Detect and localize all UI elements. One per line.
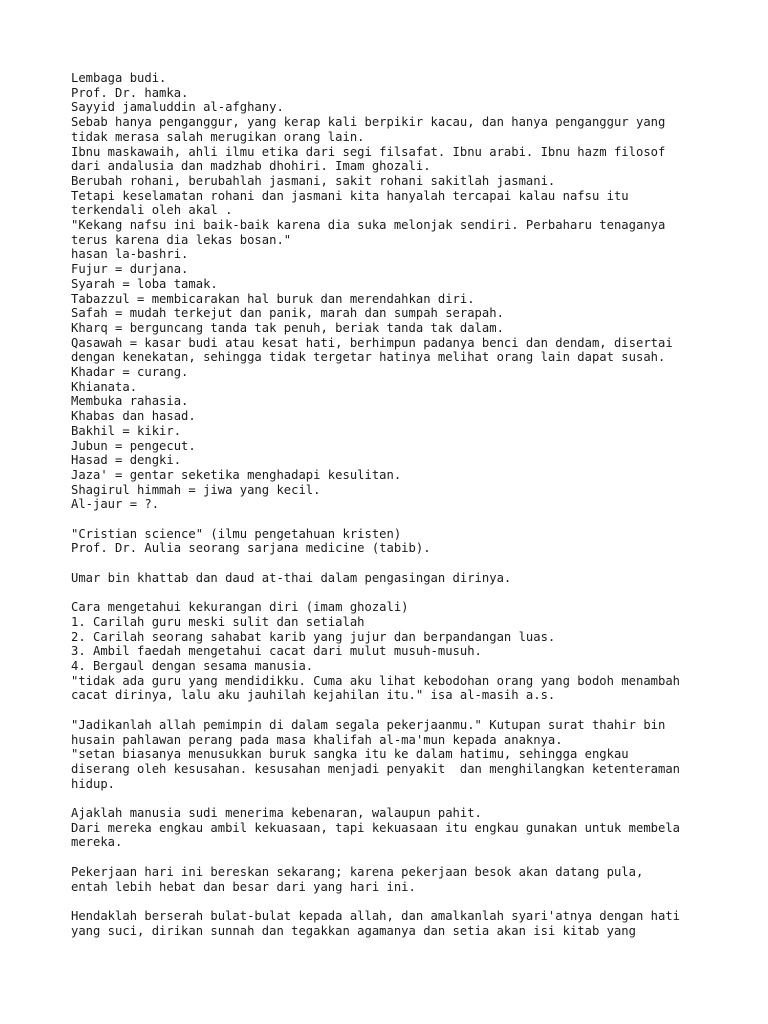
- text-line: Jubun = pengecut.: [71, 438, 196, 453]
- text-line: "tidak ada guru yang mendidikku. Cuma aku lihat kebodohan orang yang bodoh menambah: [71, 673, 681, 688]
- text-line: Jaza' = gentar seketika menghadapi kesulitan.: [71, 467, 402, 482]
- text-line: [71, 703, 751, 718]
- text-line: Kharq = berguncang tanda tak penuh, beriak tanda tak dalam.: [71, 320, 504, 335]
- text-line: Prof. Dr. hamka.: [71, 85, 189, 100]
- text-line: Hendaklah berserah bulat-bulat kepada allah, dan amalkanlah syari'atnya dengan hati: [71, 908, 681, 923]
- text-line: hasan la-bashri.: [71, 247, 189, 262]
- text-line: tidak merasa salah merugikan orang lain.: [71, 129, 365, 144]
- text-line: Prof. Dr. Aulia seorang sarjana medicine (tabib).: [71, 541, 431, 556]
- text-line: cacat dirinya, lalu aku jauhilah kejahilan itu." isa al-masih a.s.: [71, 688, 556, 703]
- text-line: [71, 512, 751, 527]
- text-line: dari andalusia dan madzhab dhohiri. Imam ghozali.: [71, 159, 431, 174]
- text-line: Safah = mudah terkejut dan panik, marah dan sumpah serapah.: [71, 306, 504, 321]
- text-line: Khabas dan hasad.: [71, 409, 196, 424]
- text-line: [71, 850, 751, 865]
- text-line: "setan biasanya menusukkan buruk sangka itu ke dalam hatimu, sehingga engkau: [71, 747, 629, 762]
- text-line: Syarah = loba tamak.: [71, 276, 218, 291]
- text-line: [71, 894, 751, 909]
- text-line: 2. Carilah seorang sahabat karib yang jujur dan berpandangan luas.: [71, 629, 556, 644]
- text-line: Hasad = dengki.: [71, 453, 182, 468]
- text-line: 4. Bergaul dengan sesama manusia.: [71, 659, 314, 674]
- text-line: Sayyid jamaluddin al-afghany.: [71, 100, 284, 115]
- text-line: Bakhil = kikir.: [71, 423, 182, 438]
- text-line: terus karena dia lekas bosan.": [71, 232, 292, 247]
- text-line: 1. Carilah guru meski sulit dan setialah: [71, 614, 365, 629]
- text-line: [71, 586, 751, 601]
- text-line: Qasawah = kasar budi atau kesat hati, berhimpun padanya benci dan dendam, disertai: [71, 335, 673, 350]
- text-line: diserang oleh kesusahan. kesusahan menjadi penyakit dan menghilangkan ketenteraman: [71, 761, 681, 776]
- text-line: hidup.: [71, 776, 116, 791]
- text-line: [71, 556, 751, 571]
- text-line: Ibnu maskawaih, ahli ilmu etika dari segi filsafat. Ibnu arabi. Ibnu hazm filosof: [71, 144, 666, 159]
- text-line: husain pahlawan perang pada masa khalifah al-ma'mun kepada anaknya.: [71, 732, 563, 747]
- text-line: Fujur = durjana.: [71, 262, 189, 277]
- text-line: Dari mereka engkau ambil kekuasaan, tapi kekuasaan itu engkau gunakan untuk membela: [71, 820, 681, 835]
- text-line: Shagirul himmah = jiwa yang kecil.: [71, 482, 321, 497]
- text-line: yang suci, dirikan sunnah dan tegakkan agamanya dan setia akan isi kitab yang: [71, 923, 636, 938]
- text-line: Tabazzul = membicarakan hal buruk dan merendahkan diri.: [71, 291, 475, 306]
- text-line: Al-jaur = ?.: [71, 497, 160, 512]
- text-line: "Kekang nafsu ini baik-baik karena dia suka melonjak sendiri. Perbaharu tenaganya: [71, 218, 666, 233]
- text-line: 3. Ambil faedah mengetahui cacat dari mulut musuh-musuh.: [71, 644, 482, 659]
- text-line: Umar bin khattab dan daud at-thai dalam pengasingan dirinya.: [71, 570, 512, 585]
- text-line: Membuka rahasia.: [71, 394, 189, 409]
- text-line: Ajaklah manusia sudi menerima kebenaran, walaupun pahit.: [71, 806, 482, 821]
- text-line: "Jadikanlah allah pemimpin di dalam segala pekerjaanmu." Kutupan surat thahir bin: [71, 717, 666, 732]
- text-line: Sebab hanya penganggur, yang kerap kali berpikir kacau, dan hanya penganggur yang: [71, 115, 666, 130]
- text-line: Lembaga budi.: [71, 71, 167, 85]
- text-line: Cara mengetahui kekurangan diri (imam ghozali): [71, 600, 409, 615]
- text-line: "Cristian science" (ilmu pengetahuan kristen): [71, 526, 402, 541]
- text-line: Khadar = curang.: [71, 365, 189, 380]
- text-line: Berubah rohani, berubahlah jasmani, sakit rohani sakitlah jasmani.: [71, 173, 556, 188]
- document-body: [71, 71, 751, 938]
- text-line: dengan kenekatan, sehingga tidak tergetar hatinya melihat orang lain dapat susah.: [71, 350, 666, 365]
- text-line: [71, 791, 751, 806]
- text-line: mereka.: [71, 835, 123, 850]
- text-line: entah lebih hebat dan besar dari yang hari ini.: [71, 879, 416, 894]
- text-line: Pekerjaan hari ini bereskan sekarang; karena pekerjaan besok akan datang pula,: [71, 864, 644, 879]
- text-line: terkendali oleh akal .: [71, 203, 233, 218]
- text-line: Tetapi keselamatan rohani dan jasmani kita hanyalah tercapai kalau nafsu itu: [71, 188, 629, 203]
- text-line: Khianata.: [71, 379, 138, 394]
